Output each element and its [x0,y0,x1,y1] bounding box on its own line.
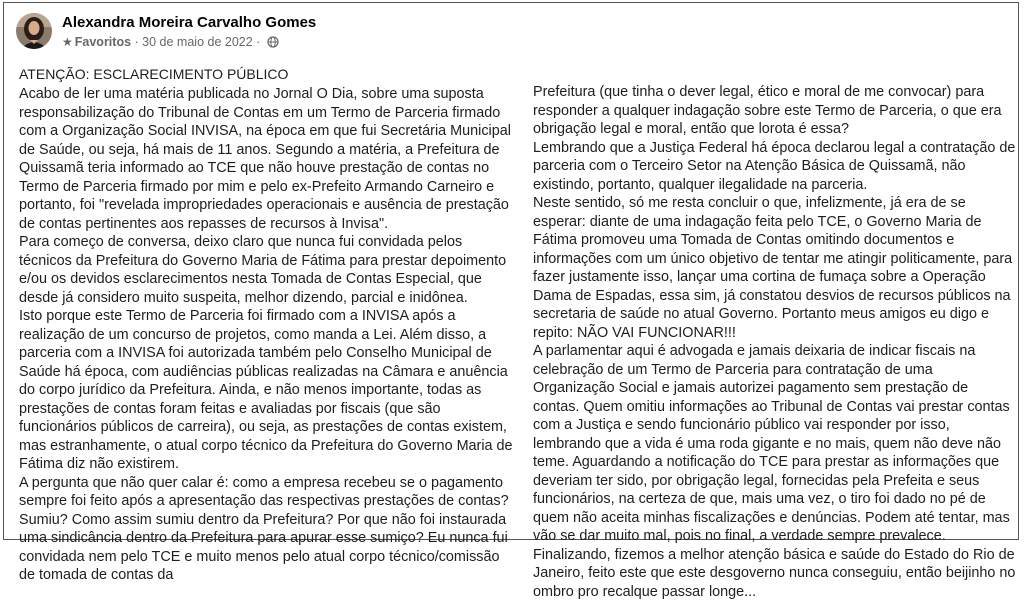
paragraph: A pergunta que não quer calar é: como a empresa recebeu se o pagamento sempre foi feito após a apresentação das respectivas prestações de contas? Sumiu? Como assim sumiu dentro da Prefeitura? Por que não foi instaurada uma sindicância dentro da Prefeitura para apurar esse sumiço? Eu nunca fui convidada nem pelo TCE e muito menos pelo atual corpo técnico/comissão de tomada de contas da [19,474,515,585]
paragraph: Lembrando que a Justiça Federal há época declarou legal a contratação de parceria com o Terceiro Setor na Atenção Básica de Quissamã, não existindo, portanto, qualquer ilegalidade na parceria. [533,139,1017,195]
avatar-photo-icon [16,13,52,49]
paragraph: Prefeitura (que tinha o dever legal, ético e moral de me convocar) para responder a qualquer indagação sobre este Termo de Parceria, o que era obrigação legal e moral, então que lorota é essa? [533,83,1017,139]
paragraph: Neste sentido, só me resta concluir o que, infelizmente, já era de se esperar: diante de uma indagação feita pelo TCE, o Governo Maria de Fátima promoveu uma Tomada de Contas omitindo documentos e informações com um único objetivo de tentar me atingir politicamente, para fazer justamente isso, lançar uma cortina de fumaça sobre a Operação Dama de Espadas, essa sim, já constatou desvios de recursos públicos na secretaria de saúde no atual Governo. Portanto meus amigos eu digo e repito: NÃO VAI FUNCIONAR!!! [533,194,1017,342]
star-icon: ★ [62,35,73,49]
paragraph: Finalizando, fizemos a melhor atenção básica e saúde do Estado do Rio de Janeiro, feito este que este desgoverno nunca conseguiu, então beijinho no ombro pro recalque passar longe... [533,546,1017,601]
avatar[interactable] [16,13,52,49]
meta-separator: · [135,35,139,49]
author-name[interactable]: Alexandra Moreira Carvalho Gomes [62,14,316,31]
post-body-left-column [19,85,515,585]
post-heading: ATENÇÃO: ESCLARECIMENTO PÚBLICO [19,66,288,82]
globe-icon[interactable] [267,36,279,51]
paragraph: A parlamentar aqui é advogada e jamais deixaria de indicar fiscais na celebração de um Termo de Parceria para contratação de uma Organização Social e jamais autorizei pagamento sem prestação de contas. Quem omitiu informações ao Tribunal de Contas vai prestar contas com a Justiça e sendo funcionário público vai responder por isso, lembrando que a vida é uma roda gigante e no mais, quem não deve não teme. Aguardando a notificação do TCE para prestar as informações que deveriam ter sido, por obrigação legal, fornecidas pela Prefeita e seus funcionários, na certeza de que, mais uma vez, o tiro foi dado no pé de quem não aceita minhas fiscalizações e denúncias. Podem até tentar, mas vão se dar muito mal, pois no final, a verdade sempre prevalece. [533,342,1017,546]
post-date[interactable]: 30 de maio de 2022 [142,35,253,49]
post-body-right-column [533,83,1017,601]
post-meta [62,35,279,51]
meta-separator-2: · [256,35,260,49]
post-card [3,2,1019,540]
paragraph: Para começo de conversa, deixo claro que nunca fui convidada pelos técnicos da Prefeitura do Governo Maria de Fátima para prestar depoimento e/ou os devidos esclarecimentos nesta Tomada de Contas Especial, que desde já considero muito suspeita, melhor dizendo, parcial e inidônea. [19,233,515,307]
paragraph: Isto porque este Termo de Parceria foi firmado com a INVISA após a realização de um concurso de projetos, como manda a Lei. Além disso, a parceria com a INVISA foi autorizada também pelo Conselho Municipal de Saúde há época, com audiências públicas realizadas na Câmara e anuência do corpo jurídico da Prefeitura. Ainda, e não menos importante, todas as prestações de contas foram feitas e avaliadas por fiscais (que são funcionários públicos de carreira), ou seja, as prestações de contas existem, mas estranhamente, o atual corpo técnico da Prefeitura do Governo Maria de Fátima diz não existirem. [19,307,515,474]
audience-label[interactable]: Favoritos [75,35,131,49]
paragraph: Acabo de ler uma matéria publicada no Jornal O Dia, sobre uma suposta responsabilização do Tribunal de Contas em um Termo de Parceria firmado com a Organização Social INVISA, na época em que fui Secretária Municipal de Saúde, ou seja, há mais de 11 anos. Segundo a matéria, a Prefeitura de Quissamã teria informado ao TCE que não houve prestação de contas no Termo de Parceria firmado por mim e pelo ex-Prefeito Armando Carneiro e portanto, foi "revelada impropriedades operacionais e ausência de prestação de contas pertinentes aos repasses de recursos à Invisa". [19,85,515,233]
